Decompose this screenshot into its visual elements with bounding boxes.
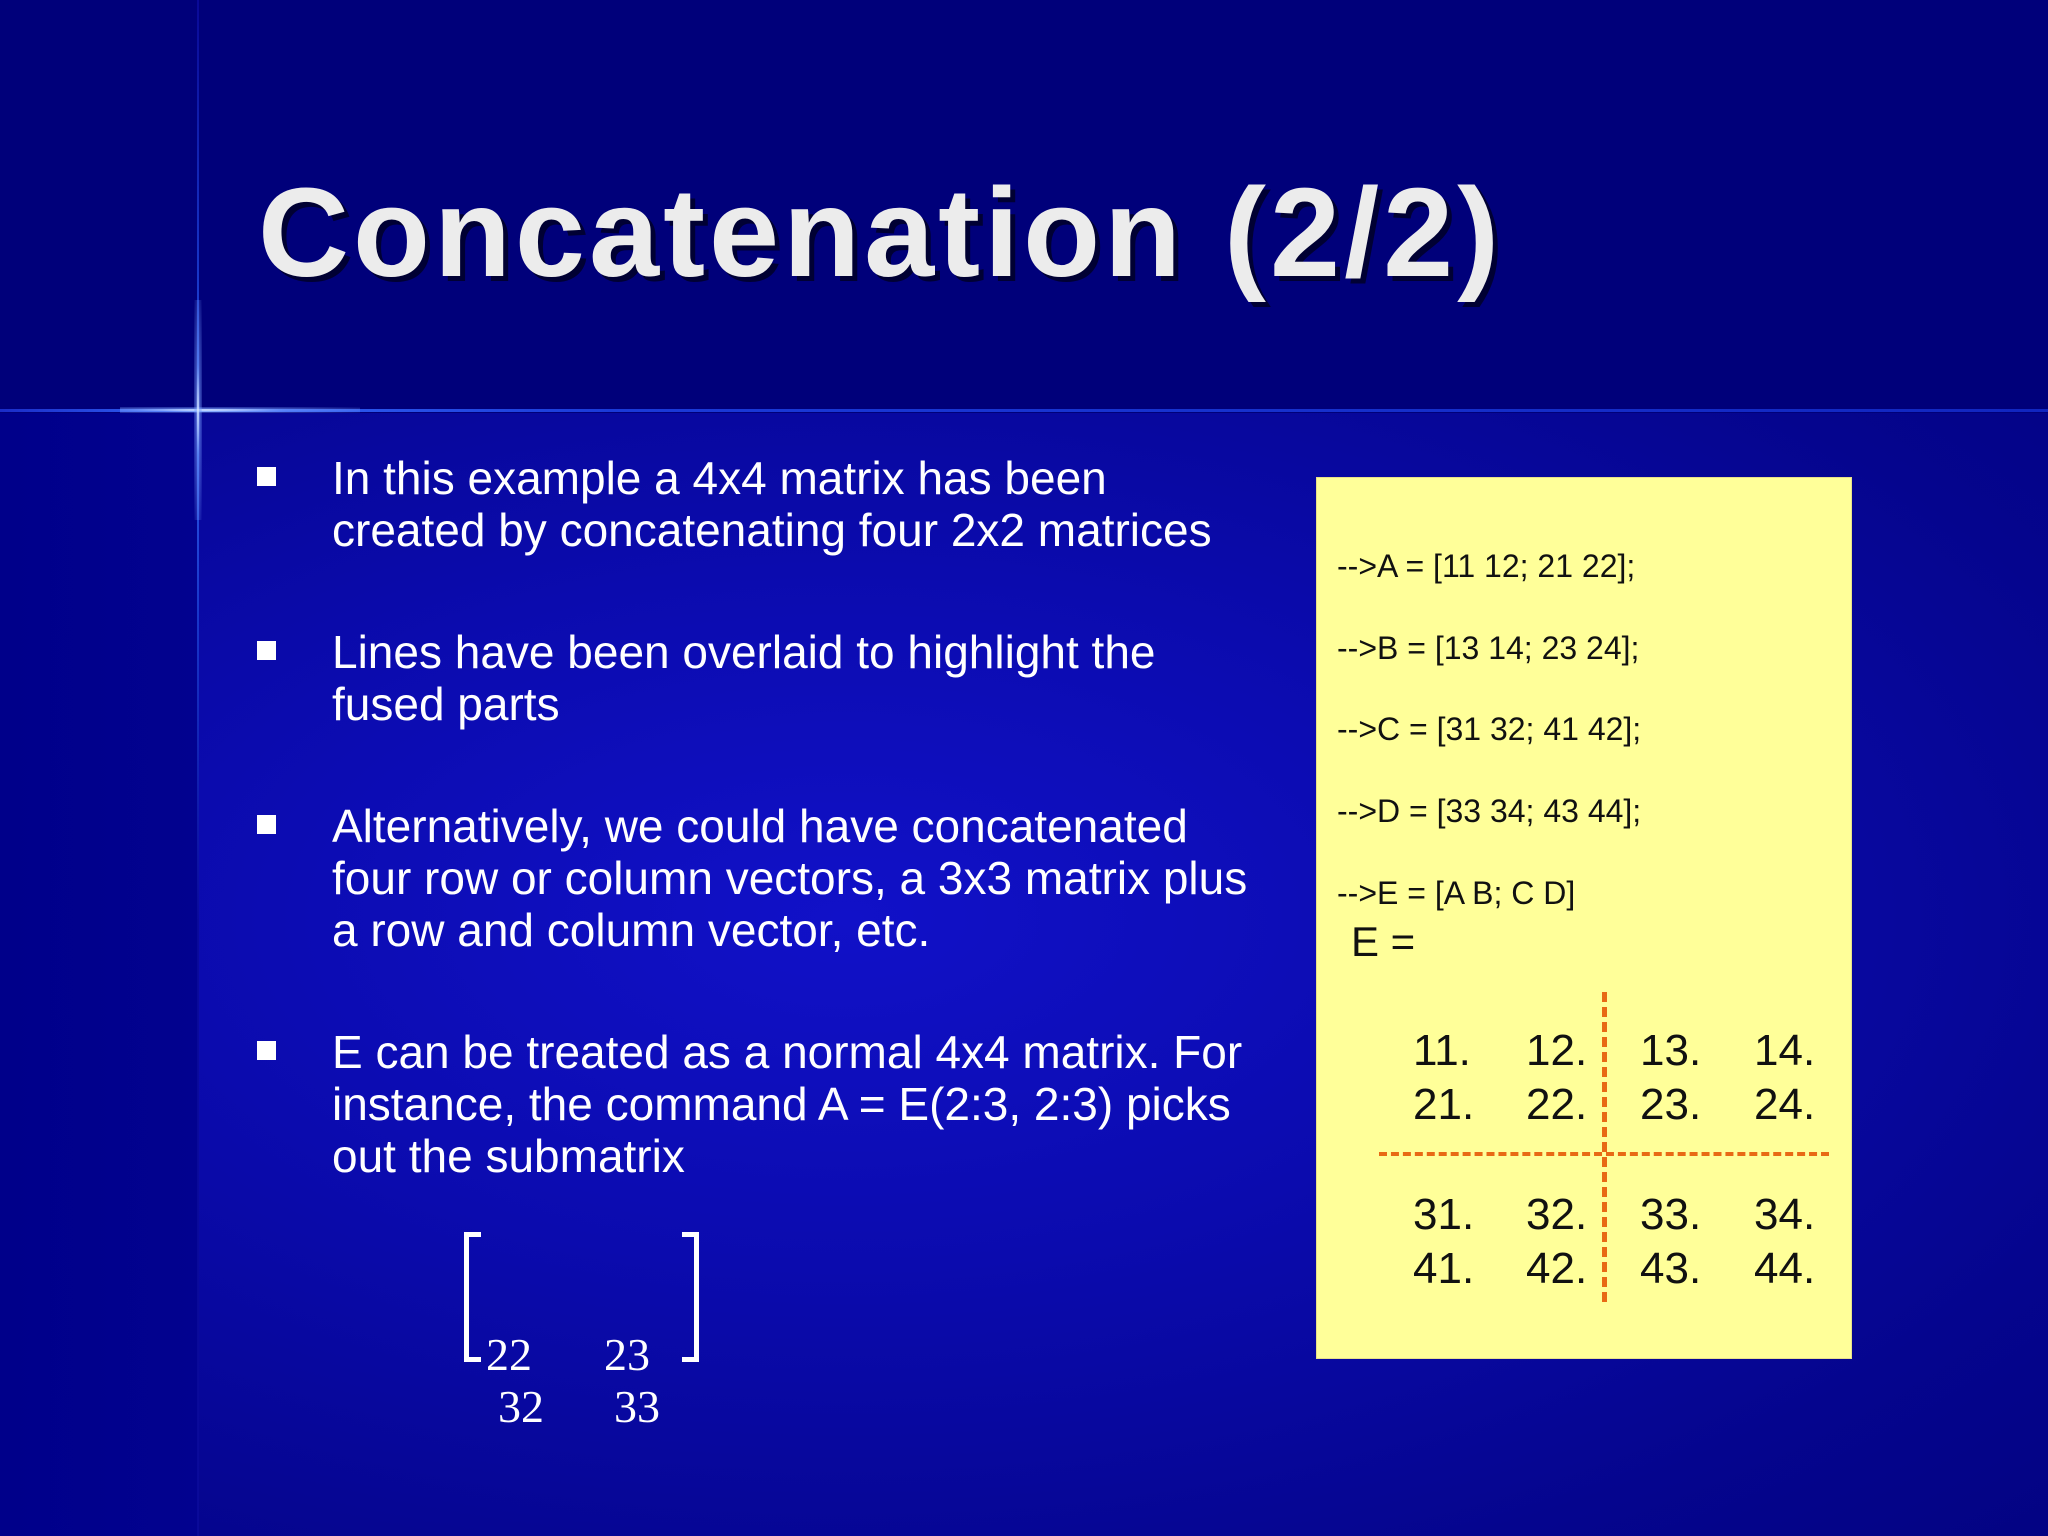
console-line: -->B = [13 14; 23 24];: [1337, 630, 1640, 666]
matrix-cell: 43.: [1640, 1244, 1702, 1293]
left-bracket: [464, 1232, 481, 1362]
bullet-list: [252, 452, 1252, 1252]
bullet-item: [252, 626, 1252, 730]
matrix-cell: 41.: [1413, 1244, 1475, 1293]
matrix-cell: 44.: [1754, 1244, 1816, 1293]
console-line: -->C = [31 32; 41 42];: [1337, 711, 1642, 747]
submatrix-cell: 22: [486, 1329, 532, 1380]
matrix-cell: 21.: [1413, 1080, 1475, 1129]
submatrix-cell: 32: [498, 1381, 544, 1432]
bullet-item: [252, 1026, 1252, 1182]
submatrix: [462, 1222, 702, 1437]
bullet-text: Alternatively, we could have concatenated four row or column vectors, a 3x3 matrix plus a row and column vector, etc.: [332, 800, 1248, 956]
submatrix-cell: 23: [604, 1329, 650, 1380]
matrix-cell: 12.: [1526, 1026, 1588, 1075]
submatrix-cell: 33: [614, 1381, 660, 1432]
console-line: -->A = [11 12; 21 22];: [1337, 548, 1636, 584]
console-line: -->D = [33 34; 43 44];: [1337, 793, 1642, 829]
left-band: [0, 413, 198, 1536]
square-bullet-icon: [257, 467, 276, 486]
slide-title: Concatenation (2/2): [258, 162, 1504, 303]
matrix-cell: 13.: [1640, 1026, 1702, 1075]
bullet-text: Lines have been overlaid to highlight the fused parts: [332, 626, 1156, 730]
horizontal-partition-line: [1379, 1152, 1829, 1156]
matrix-cell: 11.: [1413, 1026, 1471, 1075]
sparkle-vertical: [194, 300, 202, 520]
decorative-vertical-line: [197, 0, 199, 1536]
matrix-cell: 33.: [1640, 1190, 1702, 1239]
bullet-item: [252, 800, 1252, 956]
matrix-cell: 42.: [1526, 1244, 1588, 1293]
bullet-text: E can be treated as a normal 4x4 matrix. For instance, the command A = E(2:3, 2:3) picks out the submatrix: [332, 1026, 1243, 1182]
sparkle-horizontal: [120, 407, 360, 413]
vertical-partition-line: [1602, 992, 1607, 1302]
square-bullet-icon: [257, 1041, 276, 1060]
matrix-cell: 32.: [1526, 1190, 1588, 1239]
console-output-panel: [1316, 477, 1852, 1359]
square-bullet-icon: [257, 641, 276, 660]
bullet-item: [252, 452, 1252, 556]
matrix-cell: 24.: [1754, 1080, 1816, 1129]
right-bracket: [682, 1232, 699, 1362]
matrix-cell: 14.: [1754, 1026, 1816, 1075]
result-label: E =: [1351, 918, 1416, 965]
bullet-text: In this example a 4x4 matrix has been created by concatenating four 2x2 matrices: [332, 452, 1212, 556]
matrix-cell: 34.: [1754, 1190, 1816, 1239]
console-line: -->E = [A B; C D]: [1337, 875, 1576, 911]
matrix-cell: 31.: [1413, 1190, 1475, 1239]
square-bullet-icon: [257, 815, 276, 834]
matrix-cell: 23.: [1640, 1080, 1702, 1129]
matrix-cell: 22.: [1526, 1080, 1588, 1129]
